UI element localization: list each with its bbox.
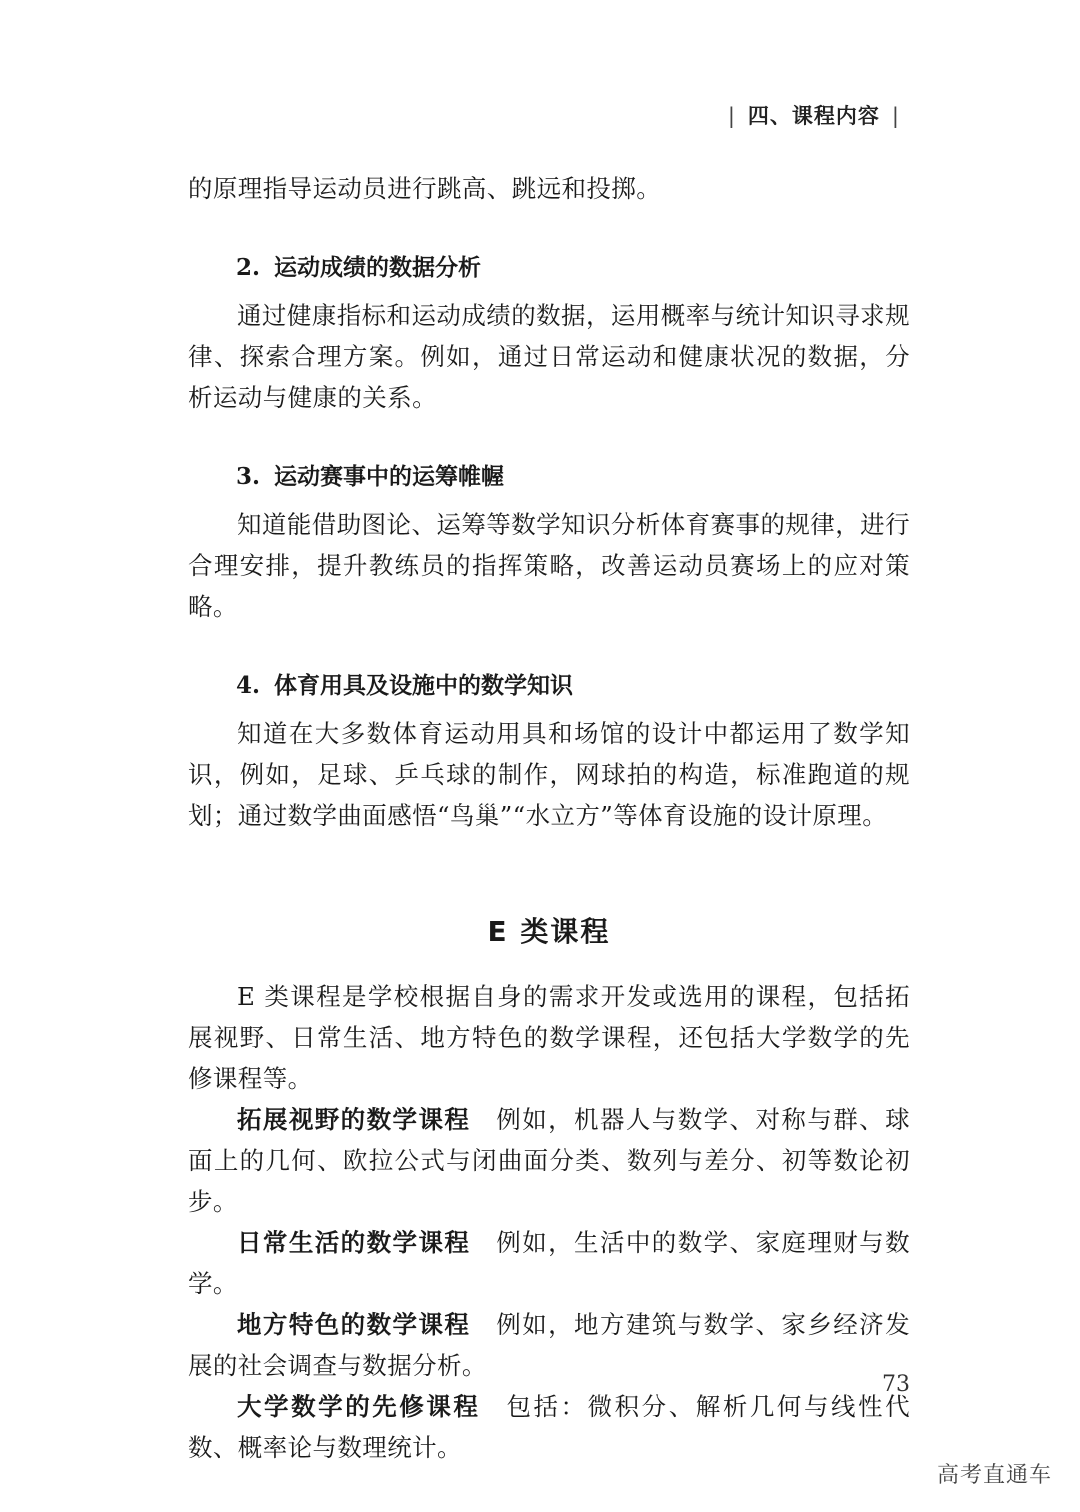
course-entry-lead: 大学数学的先修课程 xyxy=(237,1392,481,1421)
paragraph-4: 知道在大多数体育运动用具和场馆的设计中都运用了数学知识，例如，足球、乒乓球的制作，网球拍的构造，标准跑道的规划；通过数学曲面感悟“鸟巢”“水立方”等体育设施的设计原理。 xyxy=(188,719,910,830)
subheading-3 xyxy=(236,460,910,494)
subheading-number: 4. xyxy=(236,672,261,699)
subheading-2 xyxy=(236,251,910,285)
subheading-title: 运动成绩的数据分析 xyxy=(274,255,482,281)
course-entry-text: 例如，地方建筑与数学、家乡经济发展的社会调查与数据分析。 xyxy=(188,1310,910,1380)
subheading-number: 2. xyxy=(236,254,261,281)
course-entry-expand-horizon xyxy=(188,1099,910,1222)
watermark: 高考直通车 xyxy=(936,1463,1052,1488)
course-entry-university-prep xyxy=(188,1386,910,1468)
course-entry-text: 例如，机器人与数学、对称与群、球面上的几何、欧拉公式与闭曲面分类、数列与差分、初等数论初步。 xyxy=(188,1105,910,1216)
course-entry-lead: 地方特色的数学课程 xyxy=(237,1310,471,1339)
page-content xyxy=(188,168,910,1468)
subheading-title: 体育用具及设施中的数学知识 xyxy=(274,673,574,699)
course-entry-daily-life xyxy=(188,1222,910,1304)
header-right-bar: | xyxy=(891,104,900,128)
section-e-intro: E 类课程是学校根据自身的需求开发或选用的课程，包括拓展视野、日常生活、地方特色的数学课程，还包括大学数学的先修课程等。 xyxy=(188,982,910,1093)
paragraph-3: 知道能借助图论、运筹等数学知识分析体育赛事的规律，进行合理安排，提升教练员的指挥策略，改善运动员赛场上的应对策略。 xyxy=(188,510,910,621)
course-entry-lead: 日常生活的数学课程 xyxy=(237,1228,471,1257)
subheading-title: 运动赛事中的运筹帷幄 xyxy=(274,464,505,490)
subheading-number: 3. xyxy=(236,463,261,490)
course-entry-lead: 拓展视野的数学课程 xyxy=(237,1105,471,1134)
running-header xyxy=(716,100,912,130)
header-left-bar: | xyxy=(727,104,736,128)
course-entry-text: 包括：微积分、解析几何与线性代数、概率论与数理统计。 xyxy=(188,1392,910,1462)
page-number: 73 xyxy=(882,1372,910,1397)
course-entry-text: 例如，生活中的数学、家庭理财与数学。 xyxy=(188,1228,910,1298)
paragraph-2: 通过健康指标和运动成绩的数据，运用概率与统计知识寻求规律、探索合理方案。例如，通过日常运动和健康状况的数据，分析运动与健康的关系。 xyxy=(188,301,910,412)
course-entry-local-feature xyxy=(188,1304,910,1386)
section-heading-e: E 类课程 xyxy=(487,915,611,948)
header-section-title: 四、课程内容 xyxy=(747,104,880,128)
subheading-4 xyxy=(236,669,910,703)
continuation-paragraph: 的原理指导运动员进行跳高、跳远和投掷。 xyxy=(188,174,662,203)
